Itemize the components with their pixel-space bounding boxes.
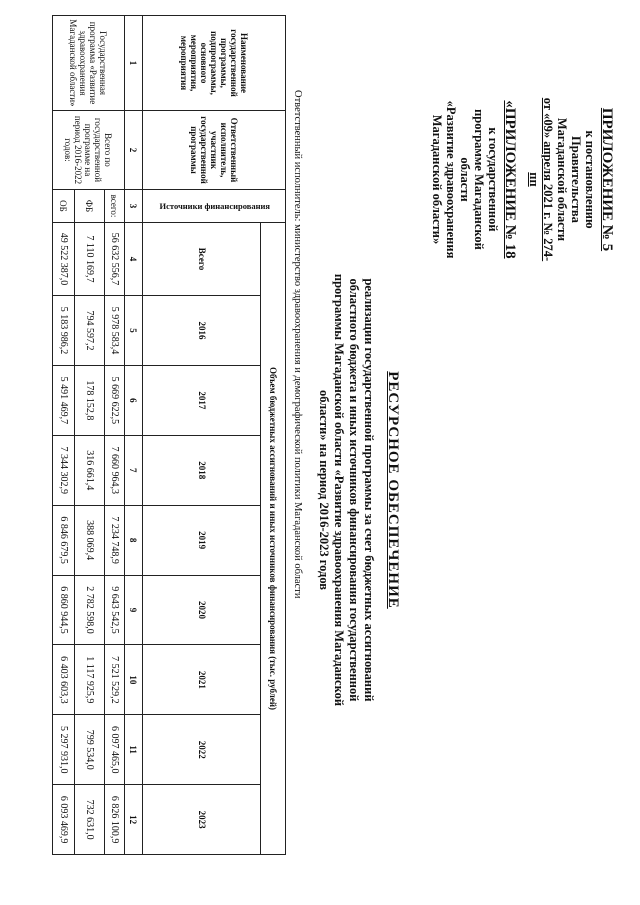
header-year: 2020 [143,575,262,645]
header-year: 2023 [143,785,262,855]
value-cell: 6 860 944,5 [53,575,75,645]
approval-line: Магаданской области» [430,114,444,245]
total-cell: 49 522 387,0 [53,223,75,296]
value-cell: 388 069,4 [75,505,105,575]
header-year: 2019 [143,505,262,575]
header-name: Наименование государственной программы, подпрограммы, основного мероприятия, мероприятия [143,16,286,111]
value-cell: 6 097 465,0 [105,715,125,785]
header-responsible: Ответственный исполнитель, участник государственной программы [143,111,286,190]
document-heading [316,255,402,725]
value-cell: 316 661,4 [75,435,105,505]
document-subtitle: реализации государственной программы за счет бюджетных ассигнований областного бюджета и иных источников финансирования государственной программы Магаданской области «Развитие здравоохранения Магаданской области» на период 2016-2023 годов [317,273,376,707]
value-cell: 794 597,2 [75,296,105,366]
approval-line: программе Магаданской области [458,109,486,250]
col-num: 11 [125,715,143,785]
appendix-title-2: «ПРИЛОЖЕНИЕ № 18 [502,100,518,259]
value-cell: 732 631,0 [75,785,105,855]
total-cell: 7 110 169,7 [75,223,105,296]
header-year: 2017 [143,365,262,435]
program-responsible: Всего по государственной программе на период 2016-2022 годов: [53,111,125,190]
header-year: 2021 [143,645,262,715]
col-num: 4 [125,223,143,296]
source-cell: ФБ [75,190,105,223]
value-cell: 5 297 931,0 [53,715,75,785]
approval-line: Магаданской области [555,117,569,242]
value-cell: 7 234 748,9 [105,505,125,575]
col-num: 12 [125,785,143,855]
approval-block [430,92,616,267]
value-cell: 799 534,0 [75,715,105,785]
col-num: 1 [125,16,143,111]
value-cell: 9 643 542,5 [105,575,125,645]
header-total: Всего [143,223,262,296]
value-cell: 7 521 529,2 [105,645,125,715]
header-volume: Объем бюджетных ассигнований и иных источников финансирования (тыс. рублей) [261,223,286,855]
source-cell: всего: [105,190,125,223]
col-num: 7 [125,435,143,505]
total-cell: 56 632 556,7 [105,223,125,296]
value-cell: 6 093 469,9 [53,785,75,855]
header-year: 2016 [143,296,262,366]
value-cell: 2 782 598,0 [75,575,105,645]
value-cell: 1 117 925,9 [75,645,105,715]
approval-line: к государственной [486,127,500,232]
resource-table [52,15,286,855]
program-name: Государственная программа «Развитие здравоохранения Магаданской области» [53,16,125,111]
col-num: 3 [125,190,143,223]
appendix-title: ПРИЛОЖЕНИЕ № 5 [599,107,615,252]
header-source-cell [143,190,286,223]
value-cell: 5 669 622,5 [105,365,125,435]
value-cell: 5 978 583,4 [105,296,125,366]
column-number-row [125,16,143,855]
col-num: 5 [125,296,143,366]
col-num: 10 [125,645,143,715]
document-title: РЕСУРСНОЕ ОБЕСПЕЧЕНИЕ [385,371,401,609]
col-num: 9 [125,575,143,645]
value-cell: 7 344 302,9 [53,435,75,505]
header-source: Источники финансирования [159,201,271,211]
value-cell: 178 152,8 [75,365,105,435]
value-cell: 5 491 469,7 [53,365,75,435]
source-cell: ОБ [53,190,75,223]
responsible-executor: Ответственный исполнитель: министерство здравоохранения и демографической политики Магаданской области [292,90,303,599]
col-num: 2 [125,111,143,190]
col-num: 8 [125,505,143,575]
approval-line: к постановлению Правительства [569,130,597,229]
value-cell: 7 660 964,3 [105,435,125,505]
header-year: 2022 [143,715,262,785]
value-cell: 6 826 100,9 [105,785,125,855]
approval-date: от «09» апреля 2021 г. № 274-пп [527,97,555,262]
header-year: 2018 [143,435,262,505]
table-row [105,16,125,855]
approval-line: «Развитие здравоохранения [444,100,458,259]
col-num: 6 [125,365,143,435]
value-cell: 6 403 603,3 [53,645,75,715]
value-cell: 6 846 679,5 [53,505,75,575]
value-cell: 5 183 986,2 [53,296,75,366]
